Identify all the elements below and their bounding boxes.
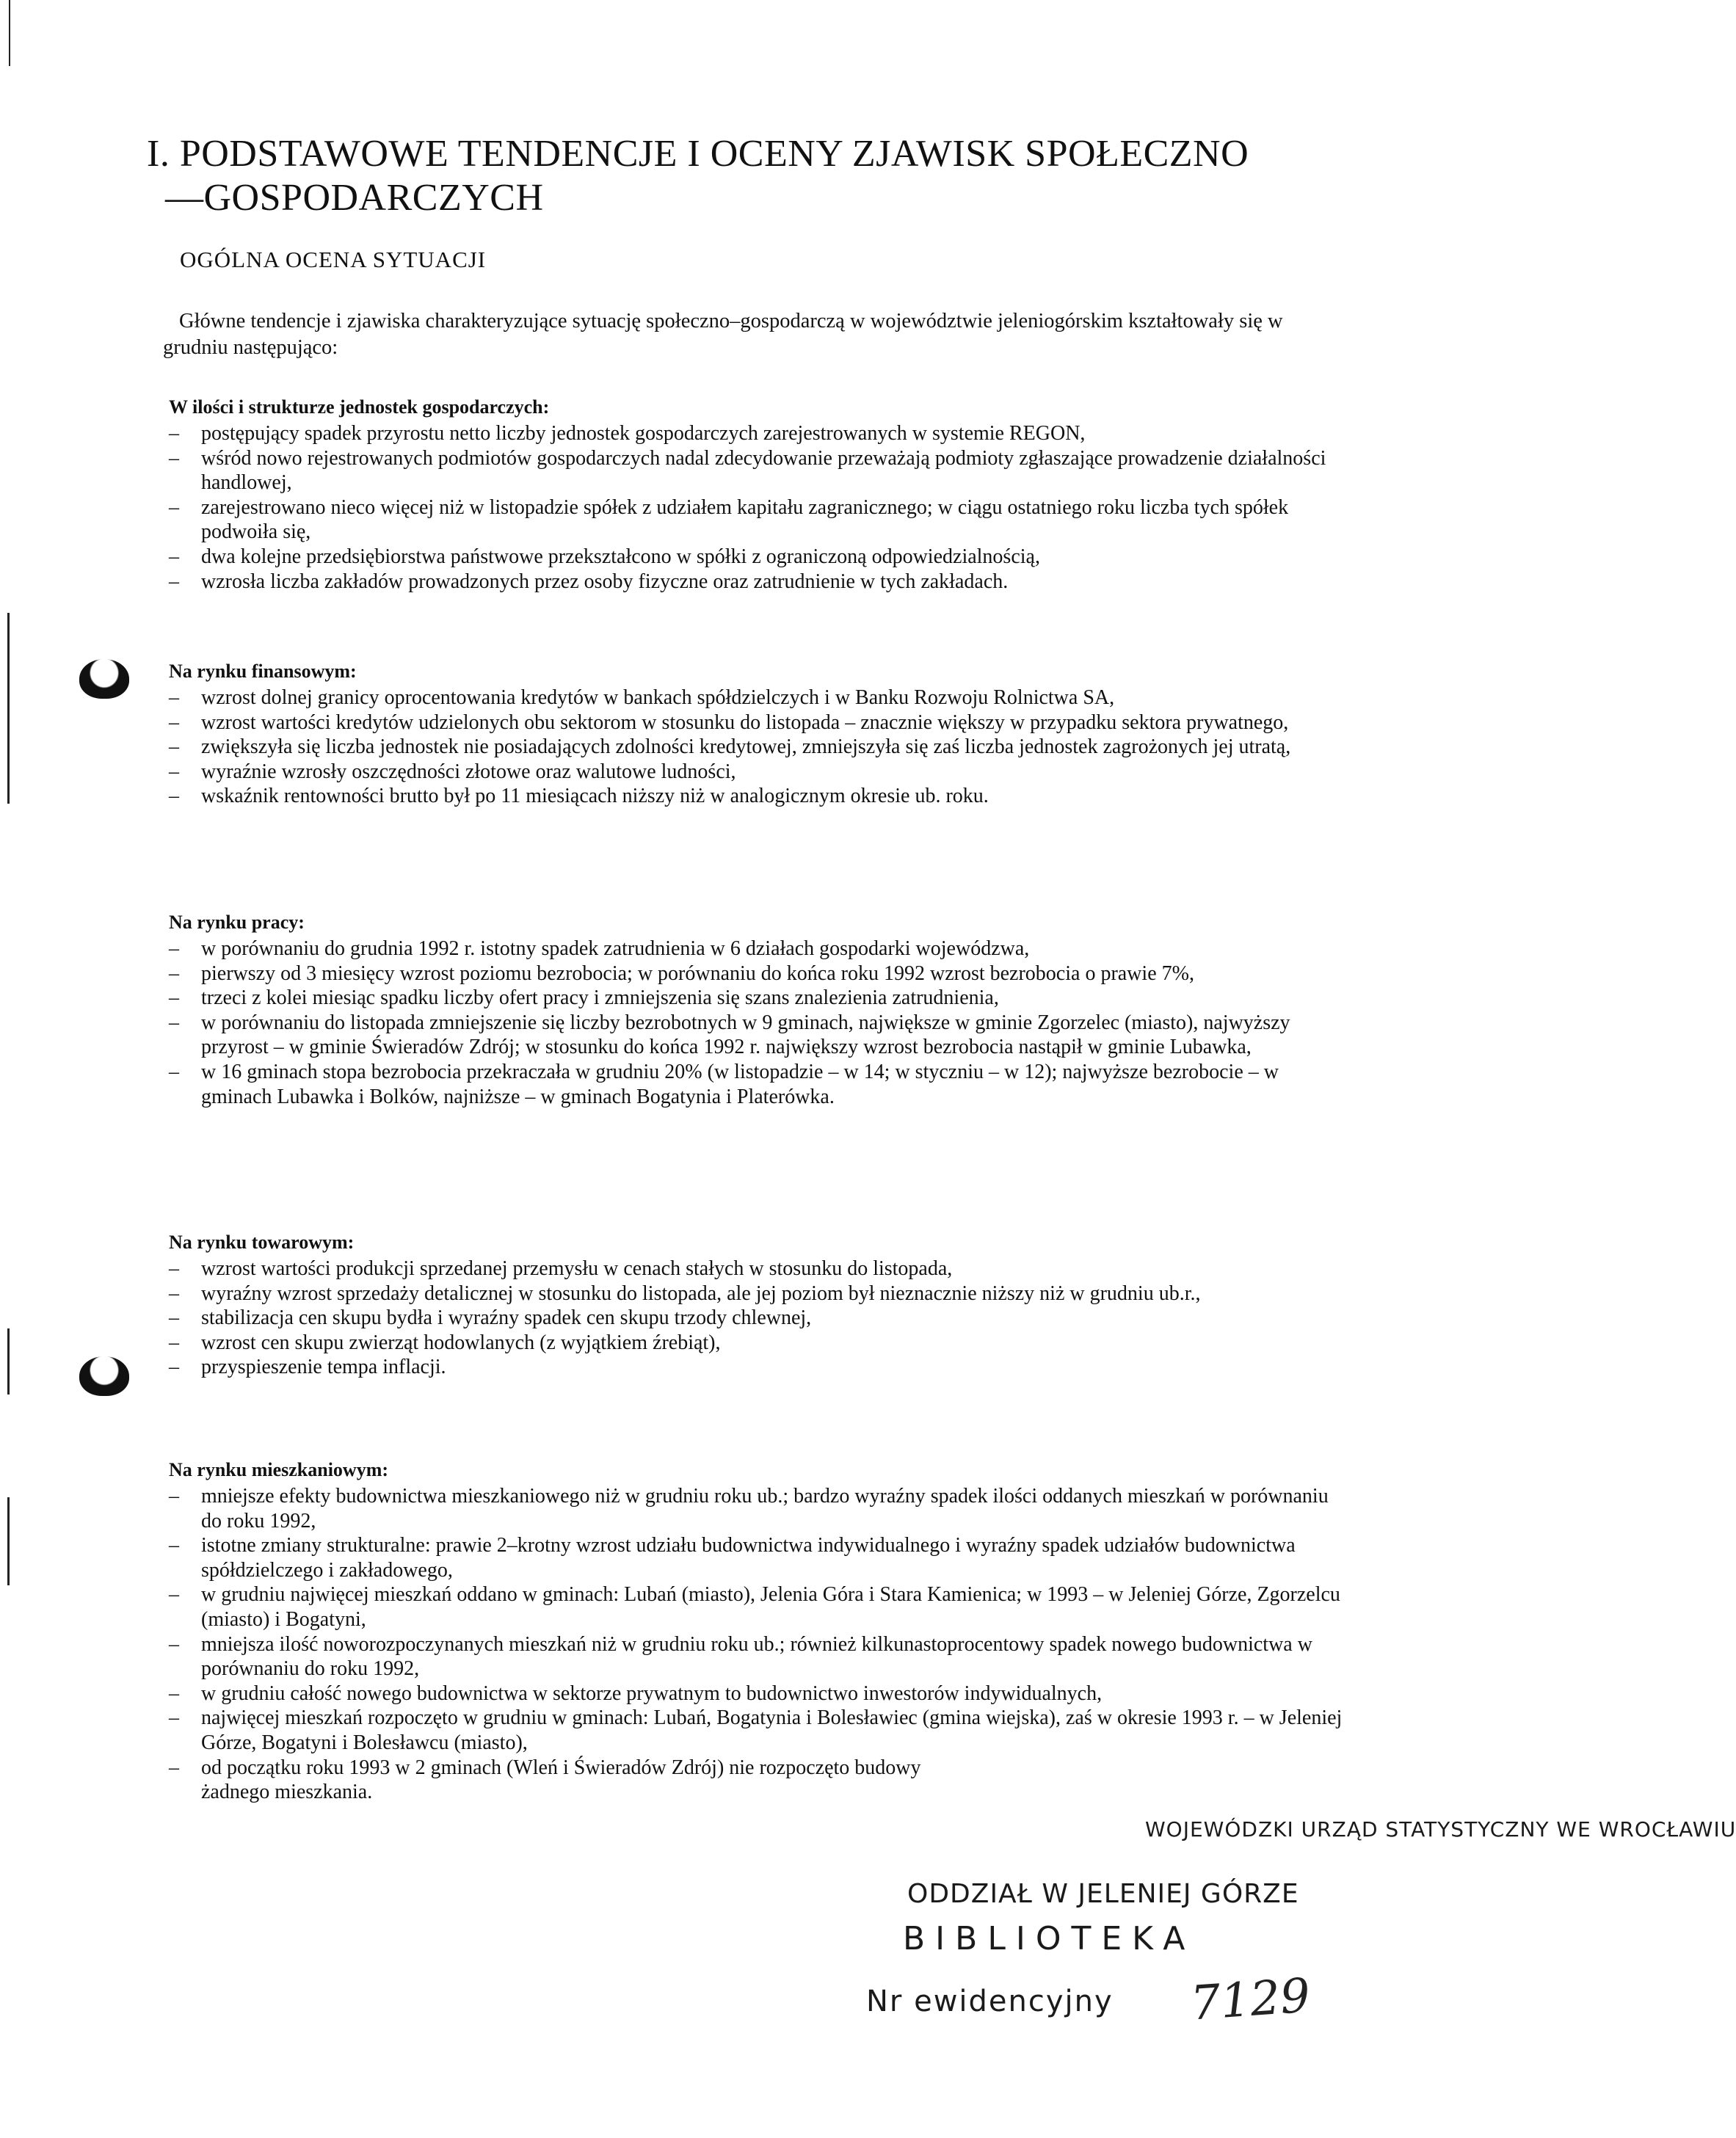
list-item: – wzrost wartości kredytów udzielonych obu sektorom w stosunku do listopada – znacznie większy w przypadku sektora prywatnego, — [169, 710, 1289, 734]
list-item: – wyraźny wzrost sprzedaży detalicznej w stosunku do listopada, ale jej poziom był nieznacznie niższy niż w grudniu ub.r., — [169, 1281, 1201, 1305]
section-heading: Na rynku pracy: — [169, 912, 305, 933]
scan-edge-mark — [7, 1497, 10, 1585]
list-item: – istotne zmiany strukturalne: prawie 2–krotny wzrost udziału budownictwa indywidualnego i wyraźny spadek udziałów budownictwa spółdzielczego i zakładowego, — [169, 1534, 1296, 1582]
list-item: – wzrost cen skupu zwierząt hodowlanych (z wyjątkiem źrebiąt), — [169, 1331, 721, 1354]
list-item: – zarejestrowano nieco więcej niż w listopadzie spółek z udziałem kapitału zagranicznego; w ciągu ostatniego roku liczba tych spółek podwoiła się, — [169, 495, 1289, 544]
list-item: – wzrost dolnej granicy oprocentowania kredytów w bankach spółdzielczych i w Banku Rozwoju Rolnictwa SA, — [169, 686, 1115, 709]
list-item-text: wśród nowo rejestrowanych podmiotów gospodarczych nadal zdecydowanie przeważają podmioty zgłaszające prowadzenie działalności handlowej, — [201, 446, 1326, 495]
list-item-text: mniejsza ilość noworozpoczynanych mieszkań niż w grudniu roku ub.; również kilkunastoprocentowy spadek nowego budownictwa w porównaniu do roku 1992, — [201, 1632, 1312, 1681]
list-item: – w 16 gminach stopa bezrobocia przekraczała w grudniu 20% (w listopadzie – w 14; w styczniu – w 12); najwyższe bezrobocie – w gminach Lubawka i Bolków, najniższe – w gminach Bogatynia i Platerówka. — [169, 1060, 1279, 1108]
list-item-text: w porównaniu do listopada zmniejszenie się liczby bezrobotnych w 9 gminach, największe w gminie Zgorzelec (miasto), najwyższy przyrost – w gminie Świeradów Zdrój; w stosunku do końca 1992 r. największy wzrost bezrobocia nastąpił w gminie Lubawka, — [201, 1011, 1290, 1059]
list-item: – postępujący spadek przyrostu netto liczby jednostek gospodarczych zarejestrowanych w systemie REGON, — [169, 422, 1086, 445]
list-item-text: od początku roku 1993 w 2 gminach (Wleń i Świeradów Zdrój) nie rozpoczęto budowy żadnego mieszkania. — [201, 1756, 921, 1804]
bullet-list — [163, 421, 1346, 594]
list-item-text: wzrost cen skupu zwierząt hodowlanych (z wyjątkiem źrebiąt), — [201, 1331, 721, 1354]
binder-hole-icon — [79, 1356, 129, 1396]
list-item: – mniejsze efekty budownictwa mieszkaniowego niż w grudniu roku ub.; bardzo wyraźny spadek ilości oddanych mieszkań w porównaniu do roku 1992, — [169, 1485, 1329, 1532]
list-item-text: zarejestrowano nieco więcej niż w listopadzie spółek z udziałem kapitału zagranicznego; w ciągu ostatniego roku liczba tych spółek podwoiła się, — [201, 495, 1289, 544]
section-labour-market — [163, 910, 1346, 1109]
list-item-text: najwięcej mieszkań rozpoczęto w grudniu w gminach: Lubań, Bogatynia i Bolesławiec (gmina wiejska), zaś w okresie 1993 r. – w Jeleniej Górze, Bogatyni i Bolesławcu (miasto), — [201, 1706, 1343, 1754]
section-goods-market — [163, 1230, 1346, 1380]
scan-edge-mark — [7, 613, 10, 804]
scan-edge-mark — [9, 0, 10, 66]
list-item-text: wzrosła liczba zakładów prowadzonych przez osoby fizyczne oraz zatrudnienie w tych zakładach. — [201, 570, 1009, 593]
section-housing-market — [163, 1458, 1346, 1805]
section-heading: Na rynku towarowym: — [169, 1232, 355, 1253]
list-item-text: zwiększyła się liczba jednostek nie posiadających zdolności kredytowej, zmniejszyła się zaś liczba jednostek zagrożonych jej utratą, — [201, 735, 1291, 759]
section-subtitle: OGÓLNA OCENA SYTUACJI — [180, 247, 487, 272]
list-item-text: trzeci z kolei miesiąc spadku liczby ofert pracy i zmniejszenia się szans znalezienia zatrudnienia, — [201, 986, 999, 1010]
list-item-text: postępujący spadek przyrostu netto liczby jednostek gospodarczych zarejestrowanych w systemie REGON, — [201, 422, 1086, 445]
list-item-text: wzrost wartości kredytów udzielonych obu sektorom w stosunku do listopada – znacznie większy w przypadku sektora prywatnego, — [201, 710, 1289, 734]
list-item: – trzeci z kolei miesiąc spadku liczby ofert pracy i zmniejszenia się szans znalezienia zatrudnienia, — [169, 986, 999, 1010]
intro-paragraph: Główne tendencje i zjawiska charakteryzujące sytuację społeczno–gospodarczą w województwie jeleniogórskim kształtowały się w grudniu następująco: — [163, 310, 1283, 359]
list-item-text: mniejsze efekty budownictwa mieszkaniowego niż w grudniu roku ub.; bardzo wyraźny spadek ilości oddanych mieszkań w porównaniu do roku 1992, — [201, 1485, 1329, 1532]
list-item-text: przyspieszenie tempa inflacji. — [201, 1356, 446, 1379]
section-heading: W ilości i strukturze jednostek gospodarczych: — [169, 396, 550, 418]
list-item-text: w porównaniu do grudnia 1992 r. istotny spadek zatrudnienia w 6 działach gospodarki wojewódzwa, — [201, 937, 1030, 960]
list-item: – wśród nowo rejestrowanych podmiotów gospodarczych nadal zdecydowanie przeważają podmioty zgłaszające prowadzenie działalności handlowej, — [169, 446, 1326, 495]
list-item-text: wzrost wartości produkcji sprzedanej przemysłu w cenach stałych w stosunku do listopada, — [201, 1257, 953, 1280]
list-item: – zwiększyła się liczba jednostek nie posiadających zdolności kredytowej, zmniejszyła się zaś liczba jednostek zagrożonych jej utratą, — [169, 735, 1291, 759]
library-stamp-inventory-label: Nr ewidencyjny — [866, 1985, 1114, 2018]
list-item: – od początku roku 1993 w 2 gminach (Wleń i Świeradów Zdrój) nie rozpoczęto budowy żadnego mieszkania. — [169, 1756, 921, 1804]
list-item-text: dwa kolejne przedsiębiorstwa państwowe przekształcono w spółki z ograniczoną odpowiedzialnością, — [201, 545, 1040, 568]
section-heading: Na rynku mieszkaniowym: — [169, 1459, 389, 1480]
library-stamp-department: ODDZIAŁ W JELENIEJ GÓRZE — [907, 1879, 1299, 1909]
scan-edge-mark — [7, 1328, 10, 1395]
section-heading: Na rynku finansowym: — [169, 661, 357, 682]
section-economic-units — [163, 395, 1346, 594]
library-stamp-institution: WOJEWÓDZKI URZĄD STATYSTYCZNY WE WROCŁAWIU — [1145, 1817, 1736, 1841]
list-item-text: wyraźny wzrost sprzedaży detalicznej w stosunku do listopada, ale jej poziom był nieznacznie niższy niż w grudniu ub.r., — [201, 1281, 1201, 1305]
page-title-line1: I. PODSTAWOWE TENDENCJE I OCENY ZJAWISK SPOŁECZNO — [147, 133, 1249, 175]
list-item-text: wyraźnie wzrosły oszczędności złotowe oraz walutowe ludności, — [201, 760, 736, 783]
bullet-list — [163, 937, 1346, 1109]
list-item: – w porównaniu do grudnia 1992 r. istotny spadek zatrudnienia w 6 działach gospodarki wojewódzwa, — [169, 937, 1030, 960]
list-item: – mniejsza ilość noworozpoczynanych mieszkań niż w grudniu roku ub.; również kilkunastoprocentowy spadek nowego budownictwa w porównaniu do roku 1992, — [169, 1632, 1312, 1681]
list-item-text: istotne zmiany strukturalne: prawie 2–krotny wzrost udziału budownictwa indywidualnego i wyraźny spadek udziałów budownictwa spółdzielczego i zakładowego, — [201, 1534, 1296, 1582]
list-item: – najwięcej mieszkań rozpoczęto w grudniu w gminach: Lubań, Bogatynia i Bolesławiec (gmina wiejska), zaś w okresie 1993 r. – w Jeleniej Górze, Bogatyni i Bolesławcu (miasto), — [169, 1706, 1343, 1754]
list-item: – dwa kolejne przedsiębiorstwa państwowe przekształcono w spółki z ograniczoną odpowiedzialnością, — [169, 545, 1040, 568]
list-item-text: w 16 gminach stopa bezrobocia przekraczała w grudniu 20% (w listopadzie – w 14; w styczniu – w 12); najwyższe bezrobocie – w gminach Lubawka i Bolków, najniższe – w gminach Bogatynia i Platerówka. — [201, 1060, 1279, 1108]
list-item: – w grudniu najwięcej mieszkań oddano w gminach: Lubań (miasto), Jelenia Góra i Stara Kamienica; w 1993 – w Jeleniej Górze, Zgorzelcu (miasto) i Bogatyni, — [169, 1583, 1340, 1631]
list-item: – wzrosła liczba zakładów prowadzonych przez osoby fizyczne oraz zatrudnienie w tych zakładach. — [169, 570, 1009, 593]
page-title-line2: —GOSPODARCZYCH — [165, 177, 544, 219]
list-item: – stabilizacja cen skupu bydła i wyraźny spadek cen skupu trzody chlewnej, — [169, 1306, 812, 1330]
list-item: – w grudniu całość nowego budownictwa w sektorze prywatnym to budownictwo inwestorów indywidualnych, — [169, 1681, 1103, 1705]
list-item-text: w grudniu najwięcej mieszkań oddano w gminach: Lubań (miasto), Jelenia Góra i Stara Kamienica; w 1993 – w Jeleniej Górze, Zgorzelcu (miasto) i Bogatyni, — [201, 1583, 1340, 1631]
list-item-text: pierwszy od 3 miesięcy wzrost poziomu bezrobocia; w porównaniu do końca roku 1992 wzrost bezrobocia o prawie 7%, — [201, 961, 1194, 985]
list-item: – wzrost wartości produkcji sprzedanej przemysłu w cenach stałych w stosunku do listopada, — [169, 1257, 953, 1280]
list-item-text: w grudniu całość nowego budownictwa w sektorze prywatnym to budownictwo inwestorów indywidualnych, — [201, 1681, 1103, 1705]
binder-hole-icon — [79, 659, 129, 699]
library-stamp-library: BIBLIOTEKA — [903, 1920, 1196, 1957]
bullet-list — [163, 686, 1346, 809]
list-item: – pierwszy od 3 miesięcy wzrost poziomu bezrobocia; w porównaniu do końca roku 1992 wzrost bezrobocia o prawie 7%, — [169, 961, 1194, 985]
list-item: – w porównaniu do listopada zmniejszenie się liczby bezrobotnych w 9 gminach, największe w gminie Zgorzelec (miasto), najwyższy przyrost – w gminie Świeradów Zdrój; w stosunku do końca 1992 r. największy wzrost bezrobocia nastąpił w gminie Lubawka, — [169, 1011, 1290, 1059]
list-item: – przyspieszenie tempa inflacji. — [169, 1356, 446, 1379]
list-item-text: stabilizacja cen skupu bydła i wyraźny spadek cen skupu trzody chlewnej, — [201, 1306, 812, 1330]
bullet-list — [163, 1484, 1346, 1805]
list-item: – wyraźnie wzrosły oszczędności złotowe oraz walutowe ludności, — [169, 760, 736, 783]
bullet-list — [163, 1257, 1346, 1380]
list-item: – wskaźnik rentowności brutto był po 11 miesiącach niższy niż w analogicznym okresie ub. roku. — [169, 785, 989, 808]
section-financial-market — [163, 659, 1346, 809]
handwritten-inventory-number: 7129 — [1188, 1968, 1312, 2032]
list-item-text: wskaźnik rentowności brutto był po 11 miesiącach niższy niż w analogicznym okresie ub. roku. — [201, 785, 989, 808]
list-item-text: wzrost dolnej granicy oprocentowania kredytów w bankach spółdzielczych i w Banku Rozwoju Rolnictwa SA, — [201, 686, 1115, 709]
